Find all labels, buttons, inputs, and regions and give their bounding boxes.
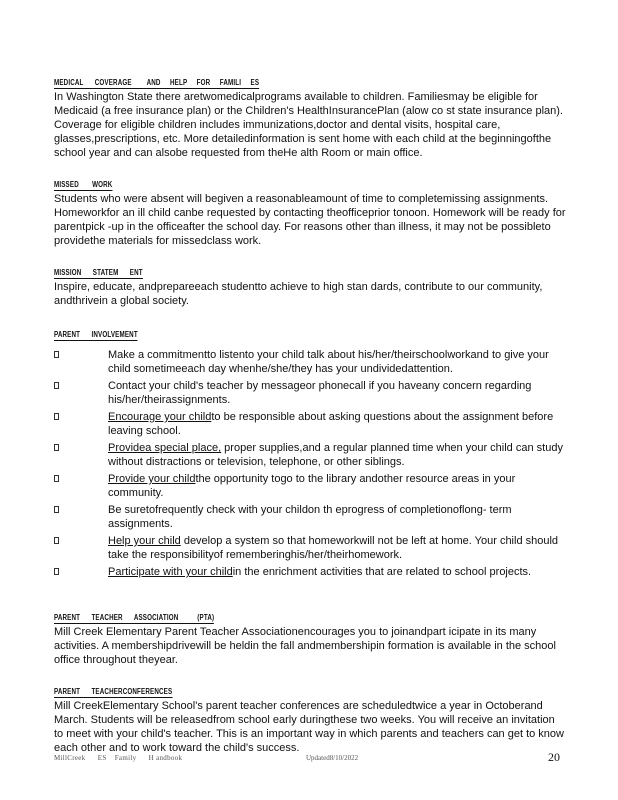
list-item-text: Be suretofrequently check with your childon th eprogress of completionoflong- term assignments. — [108, 504, 512, 530]
bullet-icon — [54, 568, 59, 575]
list-item-text: proper supplies,and a regular planned time when your child can study without distractions or television, telephone, or other siblings. — [108, 442, 563, 468]
bullet-icon — [54, 382, 59, 389]
involvement-list — [54, 348, 566, 579]
section-body: In Washington State there aretwomedicalprograms available to children. Familiesmay be eligible for Medicaid (a free insurance plan) or the Children's HealthInsurancePlan (alow co st state insurance plan). Coverage for eligible children includes immunizations,doctor and dental visits, hospital care, glasses,prescriptions, etc. More detailedinformation is sent home with each child at the beginningofthe school year and can alsobe requested from theHe alth Room or main office. — [54, 91, 563, 159]
bullet-icon — [54, 506, 59, 513]
handbook-page — [54, 72, 566, 769]
list-item — [54, 534, 566, 562]
list-item-text: Make a commitmentto listento your child talk about his/her/theirschoolworkand to give your child sometimeeach day whenhe/she/they has your undividedattention. — [108, 349, 549, 375]
section-heading: PARENT TEACHER ASSOCIATION (PTA) — [54, 613, 215, 622]
underlined-text: Providea special place, — [108, 442, 222, 454]
section-mission-statement — [54, 262, 566, 308]
list-item — [54, 441, 566, 469]
section-body: Inspire, educate, andprepareeach studentto achieve to high stan dards, contribute to our community, andthrivein a global society. — [54, 281, 543, 307]
section-heading: MISSION STATEM ENT — [54, 268, 143, 277]
list-item — [54, 472, 566, 500]
list-item — [54, 348, 566, 376]
list-item — [54, 503, 566, 531]
list-item — [54, 379, 566, 407]
list-item-text: develop a system so that homeworkwill not be left at home. Your child should take the responsibilityof rememberinghis/her/theirhomework. — [108, 535, 559, 561]
bullet-icon — [54, 537, 59, 544]
page-number: 20 — [548, 750, 560, 764]
section-heading: PARENT INVOLVEMENT — [54, 330, 138, 339]
section-body: Mill Creek Elementary Parent Teacher Associationencourages you to joinandpart icipate in its many activities. A membershipdrivewill be heldin the fall andmembershipin formation is available in the school office throughout theyear. — [54, 626, 556, 666]
bullet-icon — [54, 351, 59, 358]
section-pta — [54, 607, 566, 667]
underlined-text: Encourage your child — [108, 411, 212, 423]
section-parent-involvement — [54, 324, 566, 579]
page-footer — [54, 752, 566, 768]
underlined-text: Participate with your child — [108, 566, 233, 578]
footer-title: MillCreek ES Family H andbook — [54, 754, 183, 762]
underlined-text: Help your child — [108, 535, 181, 547]
section-body: Students who were absent will begiven a reasonableamount of time to completemissing assignments. Homeworkfor an ill child canbe requested by contacting theofficeprior tonoon. Homework will be ready for parentpick -up in the officeafter the school day. For reasons other than illness, it may not be possibleto providethe materials for missedclass work. — [54, 193, 566, 247]
section-heading: PARENT TEACHERCONFERENCES — [54, 687, 173, 696]
footer-updated-date: Updated8/10/2022 — [306, 754, 359, 762]
section-medical-coverage — [54, 72, 566, 160]
section-heading: MEDICAL COVERAGE AND HELP FOR FAMILI ES — [54, 78, 260, 87]
list-item-text: to be responsible about asking questions about the assignment before leaving school. — [108, 411, 554, 437]
list-item — [54, 565, 566, 579]
section-missed-work — [54, 174, 566, 248]
section-parent-teacher-conferences — [54, 681, 566, 755]
bullet-icon — [54, 444, 59, 451]
list-item-text: the opportunity togo to the library andother resource areas in your community. — [108, 473, 516, 499]
underlined-text: Provide your child — [108, 473, 196, 485]
list-item-text: in the enrichment activities that are related to school projects. — [232, 566, 532, 578]
section-heading: MISSED WORK — [54, 180, 113, 189]
list-item — [54, 410, 566, 438]
section-body: Mill CreekElementary School's parent teacher conferences are scheduledtwice a year in Octoberand March. Students will be releasedfrom school early duringthese two weeks. You will receive an invitation to meet with your child's teacher. This is an important way in which parents and teachers can get to know each other and to work toward the child's success. — [54, 700, 564, 754]
bullet-icon — [54, 475, 59, 482]
list-item-text: Contact your child's teacher by messageor phonecall if you haveany concern regarding his/her/theirassignments. — [108, 380, 532, 406]
bullet-icon — [54, 413, 59, 420]
